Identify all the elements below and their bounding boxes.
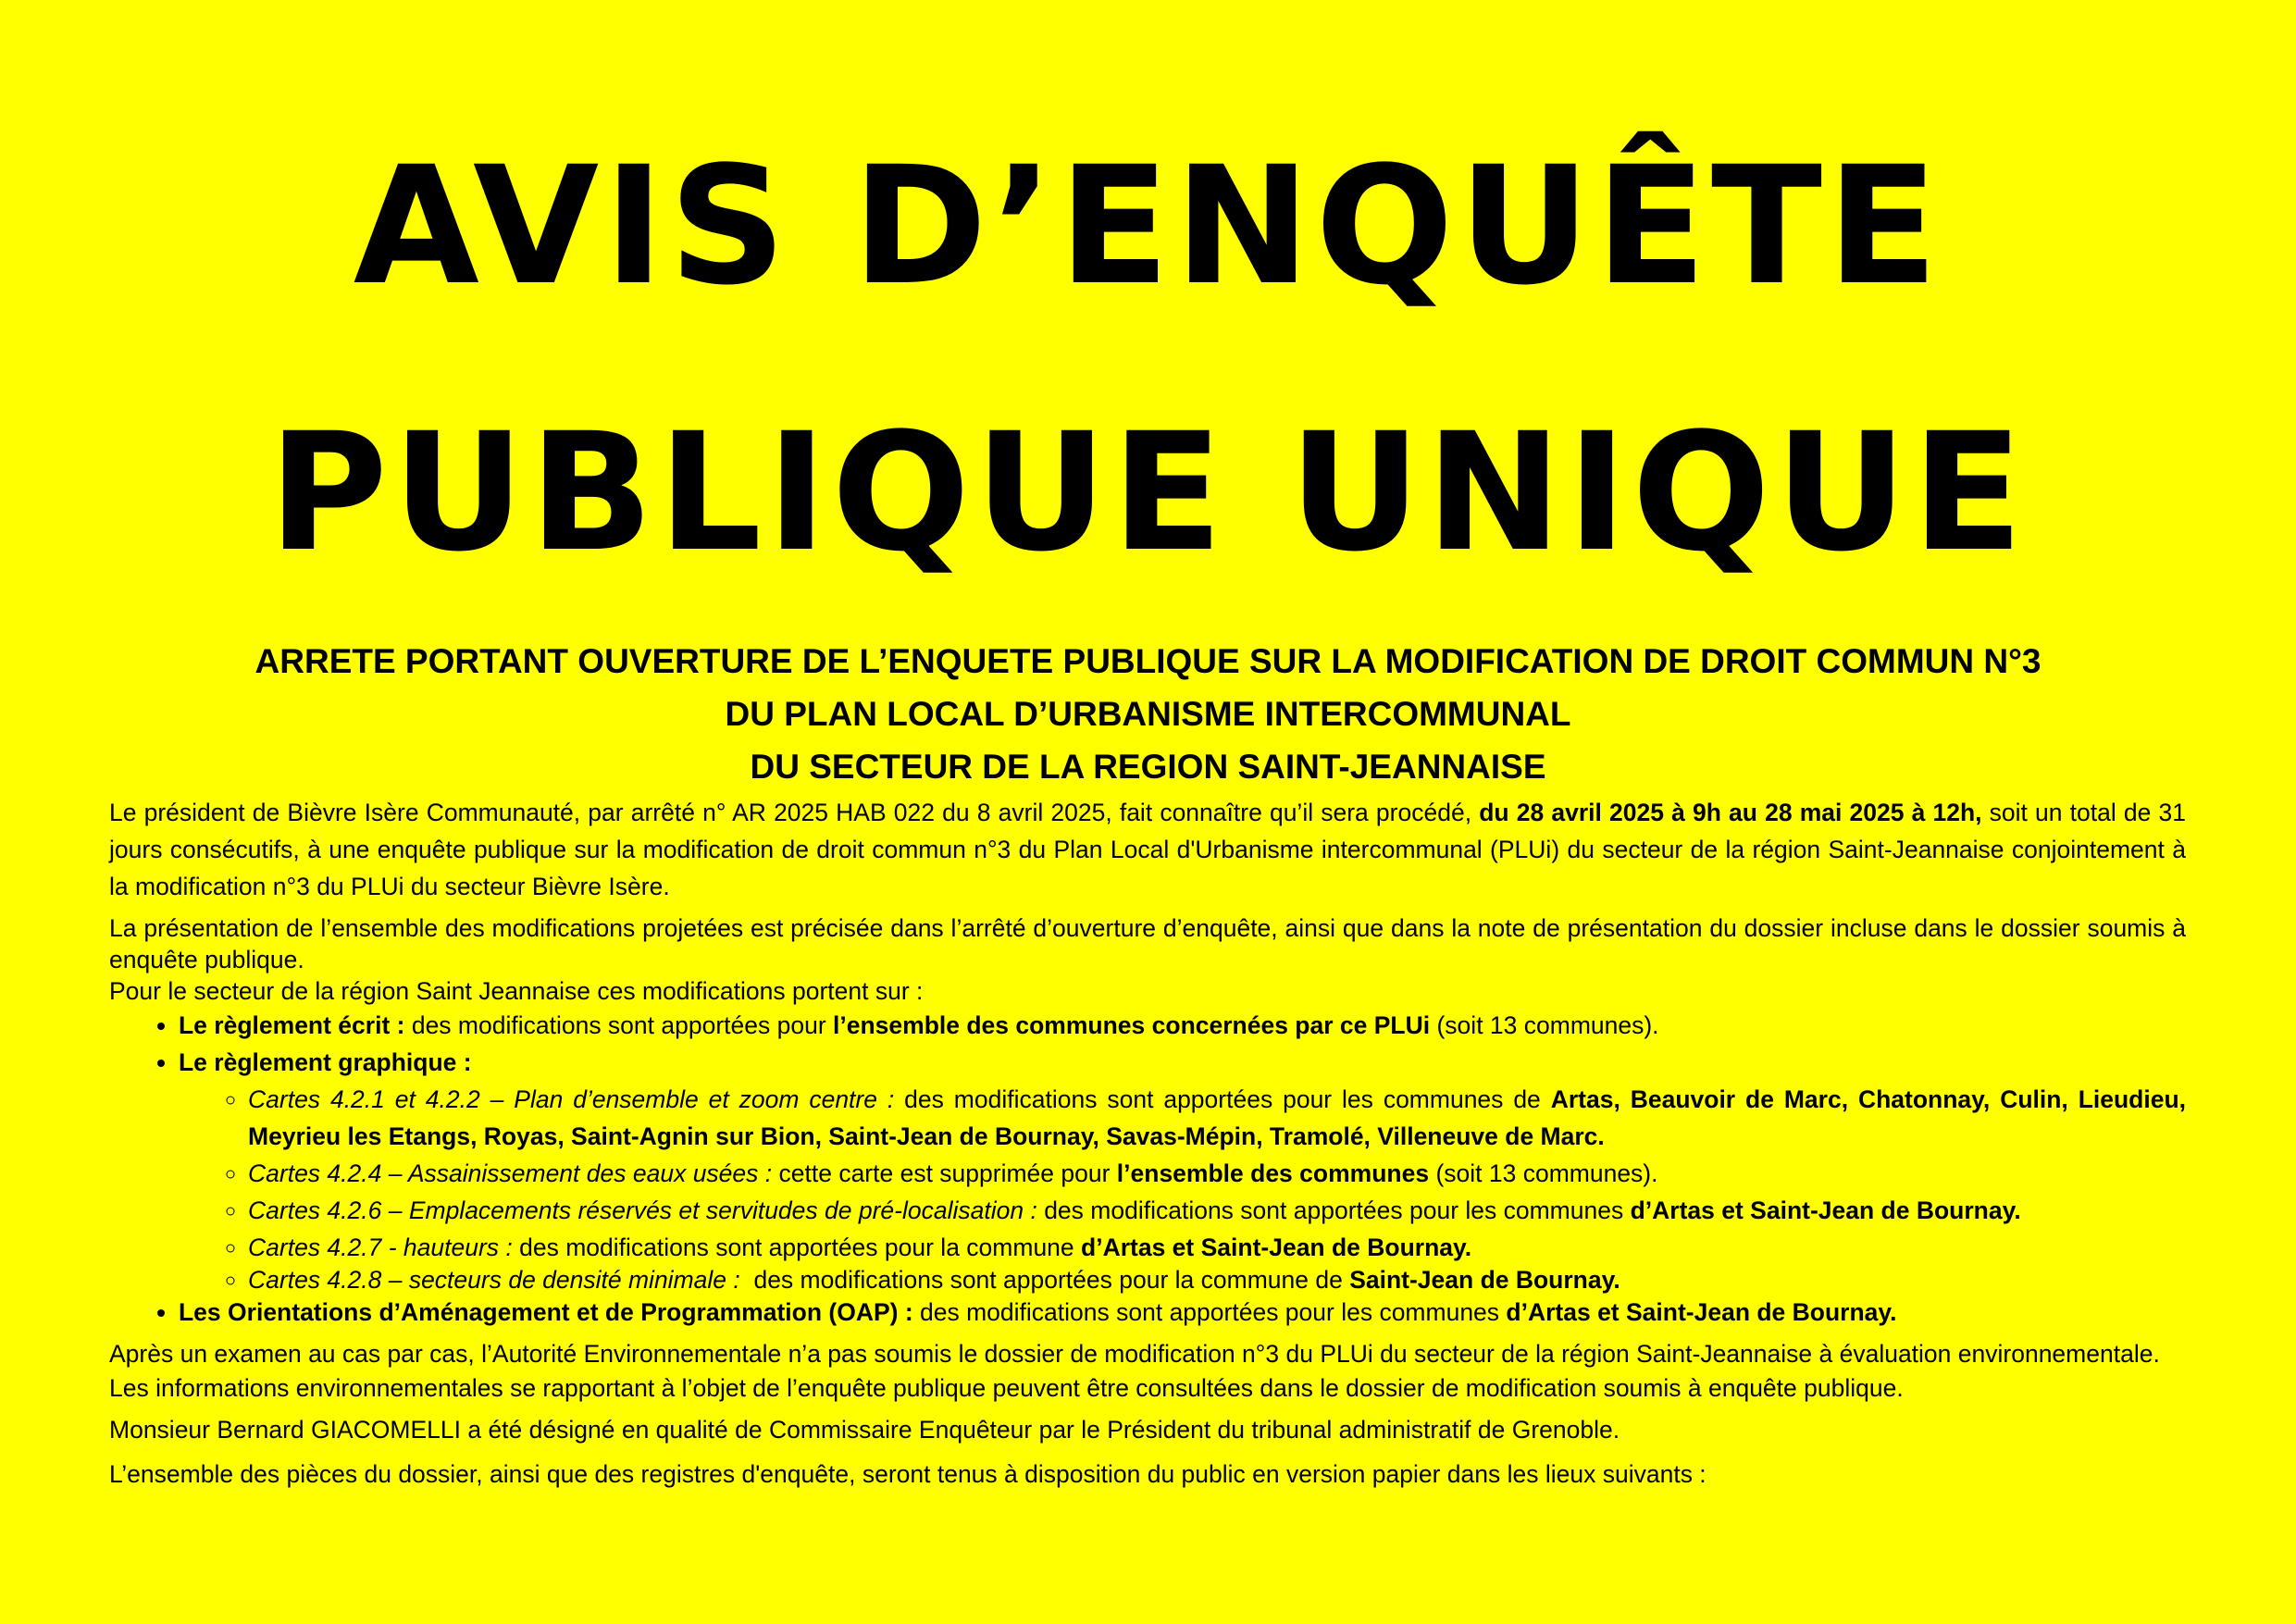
sub-bold: Artas, Beauvoir de Marc, Chatonnay, Culin, Lieudieu, Meyrieu les Etangs, Royas, Saint-Agnin sur Bion, Saint-Jean de Bournay, Savas-Mépin, Tramolé, Villeneuve de Marc. <box>248 1085 2187 1150</box>
presentation-paragraph: La présentation de l’ensemble des modifications projetées est précisée dans l’arrêté d’ouverture d’enquête, ainsi que dans la note de présentation du dossier incluse dans le dossier soumis à enquête publique. <box>109 914 2186 973</box>
sub-label: Cartes 4.2.1 et 4.2.2 – Plan d’ensemble et zoom centre : <box>248 1085 895 1113</box>
heading-line-1: ARRETE PORTANT OUVERTURE DE L’ENQUETE PUBLIQUE SUR LA MODIFICATION DE DROIT COMMUN N°3 <box>254 642 2042 680</box>
sub-label: Cartes 4.2.8 – secteurs de densité minimale : <box>248 1266 740 1294</box>
sublist-item-maps-4-2-7 <box>248 1229 2186 1266</box>
sector-paragraph: Pour le secteur de la région Saint Jeannaise ces modifications portent sur : <box>109 977 924 1005</box>
sub-text: cette carte est supprimée pour <box>772 1159 1117 1187</box>
environmental-info-paragraph: Les informations environnementales se rapportant à l’objet de l’enquête publique peuvent être consultées dans le dossier de modification soumis à enquête publique. <box>109 1374 1904 1402</box>
heading-line-2: DU PLAN LOCAL D’URBANISME INTERCOMMUNAL <box>725 695 1571 733</box>
item-text: des modifications sont apportées pour <box>404 1011 834 1039</box>
sublist-item-maps-4-2-6 <box>248 1192 2186 1229</box>
sub-bold: Saint-Jean de Bournay. <box>1349 1266 1620 1294</box>
list-item-written-rules <box>179 1007 2186 1044</box>
item-label: Le règlement écrit : <box>179 1011 405 1039</box>
sub-bold: d’Artas et Saint-Jean de Bournay. <box>1081 1233 1472 1261</box>
sublist-item-maps-4-2-8 <box>248 1266 2186 1294</box>
sub-label: Cartes 4.2.6 – Emplacements réservés et servitudes de pré-localisation : <box>248 1196 1037 1224</box>
intro-text: Le président de Bièvre Isère Communauté, par arrêté n° AR 2025 HAB 022 du 8 avril 2025, fait connaître qu’il sera procédé, <box>109 799 1480 826</box>
list-item-oap <box>179 1294 2186 1331</box>
sublist-item-maps-4-2-1 <box>248 1081 2186 1155</box>
sublist-item-maps-4-2-4 <box>248 1155 2186 1192</box>
sub-bold: l’ensemble des communes <box>1116 1159 1430 1187</box>
sub-text: des modifications sont apportées pour la commune de <box>739 1266 1350 1294</box>
title-line-1: AVIS D’ENQUÊTE <box>353 131 1943 321</box>
title-line-2: PUBLIQUE UNIQUE <box>267 398 2029 588</box>
sub-text-end: (soit 13 communes). <box>1429 1159 1658 1187</box>
environmental-review-paragraph: Après un examen au cas par cas, l’Autorité Environnementale n’a pas soumis le dossier de modification n°3 du PLUi du secteur de la région Saint-Jeannaise à évaluation environnementale. <box>109 1340 2160 1368</box>
item-text: des modifications sont apportées pour les communes <box>912 1298 1507 1326</box>
intro-text-end: soit un total de 31 jours consécutifs, à une enquête publique sur la modification de droit commun n°3 du Plan Local d'Urbanisme intercommunal (PLUi) du secteur de la région Saint-Jeannaise conjointement à la modification n°3 du PLUi du secteur Bièvre Isère. <box>109 799 2186 900</box>
item-label: Les Orientations d’Aménagement et de Programmation (OAP) : <box>179 1298 913 1326</box>
item-text-end: (soit 13 communes). <box>1430 1011 1659 1039</box>
list-item-graphic-rules <box>179 1044 2186 1294</box>
item-bold: l’ensemble des communes concernées par ce PLUi <box>833 1011 1431 1039</box>
sub-text: des modifications sont apportées pour la commune <box>512 1233 1082 1261</box>
sub-text: des modifications sont apportées pour les communes de <box>894 1085 1551 1113</box>
sub-label: Cartes 4.2.4 – Assainissement des eaux usées : <box>248 1159 773 1187</box>
heading-line-3: DU SECTEUR DE LA REGION SAINT-JEANNAISE <box>750 748 1546 786</box>
sub-label: Cartes 4.2.7 - hauteurs : <box>248 1233 513 1261</box>
notice-body <box>109 794 2186 1500</box>
sub-bold: d’Artas et Saint-Jean de Bournay. <box>1630 1196 2021 1224</box>
intro-paragraph <box>109 794 2186 905</box>
inquiry-dates: du 28 avril 2025 à 9h au 28 mai 2025 à 12h, <box>1479 799 1982 826</box>
modifications-list <box>109 1007 2186 1331</box>
sub-text: des modifications sont apportées pour les communes <box>1036 1196 1631 1224</box>
item-bold: d’Artas et Saint-Jean de Bournay. <box>1506 1298 1897 1326</box>
maps-sublist <box>179 1081 2186 1294</box>
item-label: Le règlement graphique : <box>179 1048 472 1076</box>
commissioner-paragraph: Monsieur Bernard GIACOMELLI a été désigné en qualité de Commissaire Enquêteur par le Président du tribunal administratif de Grenoble. <box>109 1416 1620 1444</box>
decree-heading <box>0 635 2296 793</box>
documents-location-paragraph: L’ensemble des pièces du dossier, ainsi que des registres d'enquête, seront tenus à disposition du public en version papier dans les lieux suivants : <box>109 1460 1706 1488</box>
